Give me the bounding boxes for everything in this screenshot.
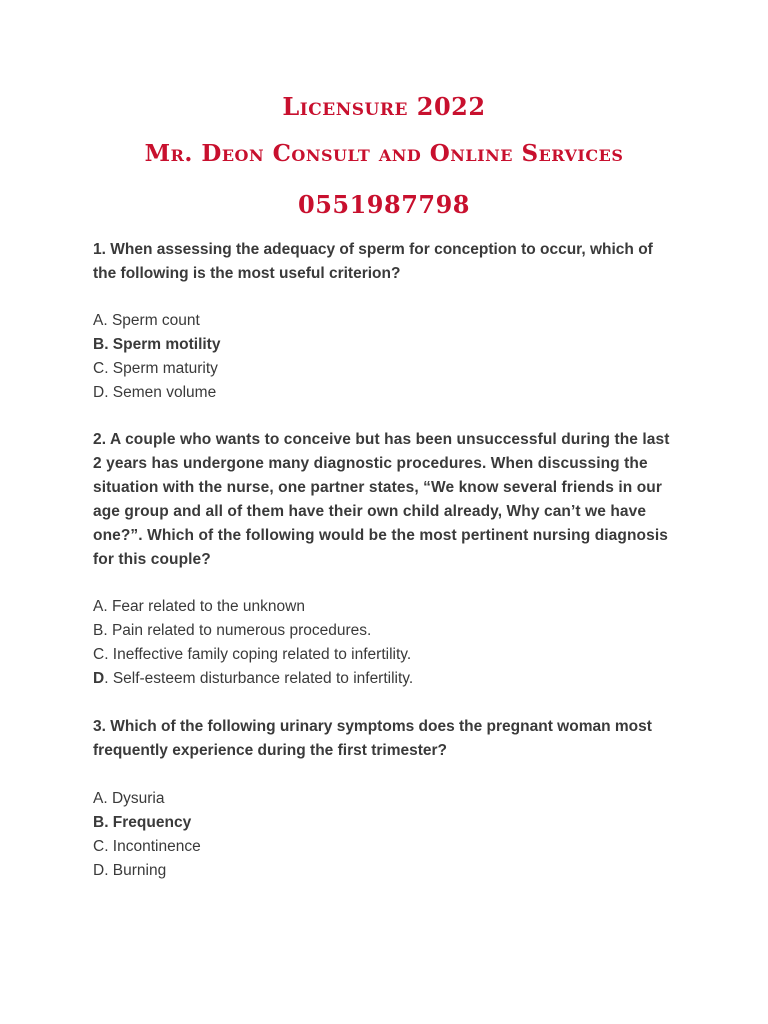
option-a: A. Sperm count (93, 312, 200, 329)
question-2: 2. A couple who wants to conceive but has been unsuccessful during the last 2 years has undergone many diagnostic procedures. When discussing the situation with the nurse, one partner states, “We know several friends in our age group and all of them have their own child already, Why can’t we have one?”. Which of the following would be the most pertinent nursing diagnosis for this couple? (93, 431, 670, 568)
option-b: B. Pain related to numerous procedures. (93, 622, 372, 639)
option-c: C. Incontinence (93, 838, 201, 855)
option-a: A. Dysuria (93, 790, 165, 807)
option-d (93, 667, 673, 691)
option-c: C. Ineffective family coping related to infertility. (93, 646, 412, 663)
option-d-text: . Self-esteem disturbance related to infertility. (104, 670, 414, 687)
question-3-options (93, 787, 673, 883)
option-d: D. Semen volume (93, 384, 217, 401)
option-d-letter: D (93, 670, 105, 687)
question-2-options (93, 595, 673, 691)
option-b-correct: B. Frequency (93, 814, 192, 831)
option-c: C. Sperm maturity (93, 360, 218, 377)
question-3: 3. Which of the following urinary symptoms does the pregnant woman most frequently experience during the first trimester? (93, 718, 652, 759)
contact-phone: 0551987798 (298, 190, 470, 219)
question-1-options (93, 309, 673, 405)
option-a: A. Fear related to the unknown (93, 598, 305, 615)
question-1: 1. When assessing the adequacy of sperm for conception to occur, which of the following is the most useful criterion? (93, 241, 653, 282)
option-b-correct: B. Sperm motility (93, 336, 221, 353)
document-title: Licensure 2022 (282, 92, 486, 121)
option-d: D. Burning (93, 862, 167, 879)
document-subtitle: Mr. Deon Consult and Online Services (144, 140, 624, 167)
